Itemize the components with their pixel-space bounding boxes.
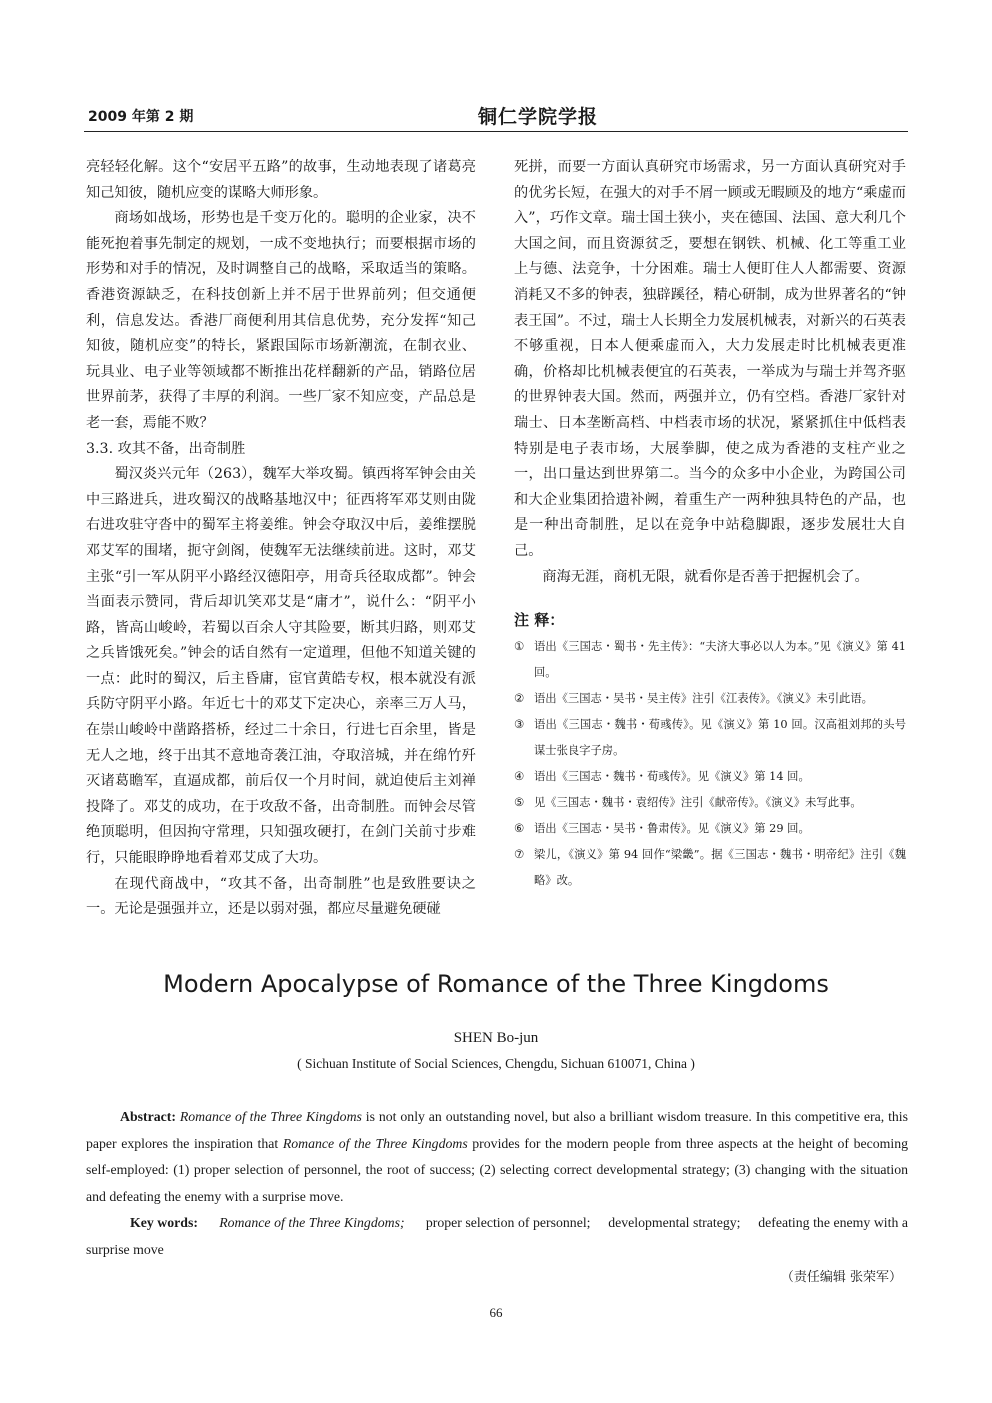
notes-heading: 注 释： xyxy=(514,611,565,630)
keywords-label: Key words: xyxy=(130,1215,198,1230)
abstract-italic: Romance of the Three Kingdoms xyxy=(179,1109,362,1124)
note-text: 梁儿，《演义》第 94 回作“梁畿”。据《三国志・魏书・明帝纪》注引《魏略》改。 xyxy=(534,848,906,888)
abstract-paragraph xyxy=(86,1104,908,1210)
note-marker: ④ xyxy=(514,770,525,784)
left-column xyxy=(86,155,476,923)
note-text: 语出《三国志・蜀书・先主传》：“夫济大事必以人为本。”见《演义》第 41 回。 xyxy=(534,640,906,680)
note-text: 语出《三国志・吴书・吴主传》注引《江表传》。《演义》未引此语。 xyxy=(534,692,873,706)
author-name: SHEN Bo-jun xyxy=(453,1030,539,1046)
abstract-text: is not only an outstanding novel, but also a brilliant wisdom treasure. In this competitive era, this paper explores the inspiration that xyxy=(86,1109,909,1151)
paragraph: 商海无涯，商机无限，就看你是否善于把握机会了。 xyxy=(542,568,869,585)
paragraph: 商场如战场，形势也是千变万化的。聪明的企业家，决不能死抱着事先制定的规划，一成不变地执行；而要根据市场的形势和对手的情况，及时调整自己的战略，采取适当的策略。香港资源缺乏，在科技创新上并不居于世界前列；但交通便利，信息发达。香港厂商便利用其信息优势，充分发挥“知己知彼，随机应变”的特长，紧跟国际市场新潮流，在制衣业、玩具业、电子业等领域都不断推出花样翻新的产品，销路位居世界前茅，获得了丰厚的利润。一些厂家不知应变，产品总是老一套，焉能不败？ xyxy=(86,210,476,431)
paragraph: 蜀汉炎兴元年（263），魏军大举攻蜀。镇西将军钟会由关中三路进兵，进攻蜀汉的战略基地汉中；征西将军邓艾则由陇右进攻驻守沓中的蜀军主将姜维。钟会夺取汉中后，姜维摆脱邓艾军的围堵，扼守剑阁，使魏军无法继续前进。这时，邓艾主张“引一军从阴平小路经汉德阳亭，用奇兵径取成都”。钟会当面表示赞同，背后却讥笑邓艾是“庸才”，说什么：“阴平小路，皆高山峻岭，若蜀以百余人守其险要，断其归路，则邓艾之兵皆饿死矣。”钟会的话自然有一定道理，但他不知道关键的一点：此时的蜀汉，后主昏庸，宦官黄皓专权，根本就没有派兵防守阴平小路。年近七十的邓艾下定决心，亲率三万人马，在崇山峻岭中凿路搭桥，经过二十余日，行进七百余里，皆是无人之地，终于出其不意地奇袭江油，夺取涪城，并在绵竹歼灭诸葛瞻军，直逼成都，前后仅一个月时间，就迫使后主刘禅投降了。邓艾的成功，在于攻敌不备，出奇制胜。而钟会尽管绝顶聪明，但因拘守常理，只知强攻硬打，在剑门关前寸步难行，只能眼睁睁地看着邓艾成了大功。 xyxy=(86,466,476,867)
paragraph: 在现代商战中，“攻其不备，出奇制胜”也是致胜要诀之一。无论是强强并立，还是以弱对强，都应尽量避免硬碰 xyxy=(86,875,476,918)
section-heading: 3.3. 攻其不备，出奇制胜 xyxy=(86,440,246,457)
note-item xyxy=(514,790,906,816)
running-header xyxy=(84,104,908,130)
keywords-text: proper selection of personnel; developmental strategy; defeating the enemy with a surprise move xyxy=(86,1215,912,1257)
note-marker: ③ xyxy=(514,718,525,732)
note-marker: ⑥ xyxy=(514,822,525,836)
note-text: 语出《三国志・魏书・荀彧传》。见《演义》第 10 回。汉高祖刘邦的头号谋士张良字子房。 xyxy=(534,718,906,758)
english-abstract xyxy=(86,1104,912,1263)
note-text: 见《三国志・魏书・袁绍传》注引《献帝传》。《演义》未写此事。 xyxy=(534,796,862,810)
abstract-text: provides for the modern people from three aspects at the height of becoming self-employed: (1) proper selection of personnel, the root of success; (2) selecting correct developmental strategy; (3) changing with the situation and defeating the enemy with a surprise move. xyxy=(86,1135,909,1204)
note-text: 语出《三国志・魏书・荀彧传》。见《演义》第 14 回。 xyxy=(534,770,810,784)
keywords-paragraph xyxy=(86,1210,912,1263)
note-item xyxy=(514,764,906,790)
abstract-label: Abstract: xyxy=(120,1109,176,1124)
note-item xyxy=(514,842,906,894)
paragraph: 亮轻轻化解。这个“安居平五路”的故事，生动地表现了诸葛亮知己知彼，随机应变的谋略大师形象。 xyxy=(86,159,476,201)
page-number: 66 xyxy=(489,1305,503,1320)
note-item xyxy=(514,634,906,686)
abstract-italic: Romance of the Three Kingdoms xyxy=(282,1135,468,1151)
note-marker: ⑦ xyxy=(514,848,525,862)
issue-label: 2009 年第 2 期 xyxy=(88,109,194,125)
note-item xyxy=(514,686,906,712)
header-rule xyxy=(84,131,908,132)
note-item xyxy=(514,712,906,764)
note-marker: ① xyxy=(514,640,525,654)
note-marker: ② xyxy=(514,692,525,706)
note-marker: ⑤ xyxy=(514,796,525,810)
journal-title: 铜仁学院学报 xyxy=(478,106,599,128)
note-text: 语出《三国志・吴书・鲁肃传》。见《演义》第 29 回。 xyxy=(534,822,810,836)
author-affiliation: ( Sichuan Institute of Social Sciences, Chengdu, Sichuan 610071, China ) xyxy=(297,1056,695,1071)
keywords-italic: Romance of the Three Kingdoms; xyxy=(219,1215,405,1230)
note-item xyxy=(514,816,906,842)
notes-list xyxy=(514,634,906,894)
right-column xyxy=(514,155,906,894)
english-title: Modern Apocalypse of Romance of the Three Kingdoms xyxy=(163,970,829,998)
editor-credit: （责任编辑 张荣军） xyxy=(780,1270,902,1285)
paragraph: 死拼，而要一方面认真研究市场需求，另一方面认真研究对手的优劣长短，在强大的对手不屑一顾或无暇顾及的地方“乘虚而入”，巧作文章。瑞士国土狭小，夹在德国、法国、意大利几个大国之间，而且资源贫乏，要想在钢铁、机械、化工等重工业上与德、法竞争，十分困难。瑞士人便盯住人人都需要、资源消耗又不多的钟表，独辟蹊径，精心研制，成为世界著名的“钟表王国”。不过，瑞士人长期全力发展机械表，对新兴的石英表不够重视，日本人便乘虚而入，大力发展走时比机械表更准确，价格却比机械表便宜的石英表，一举成为与瑞士并驾齐驱的世界钟表大国。然而，两强并立，仍有空档。香港厂家针对瑞士、日本垄断高档、中档表市场的状况，紧紧抓住中低档表特别是电子表市场，大展拳脚，使之成为香港的支柱产业之一，出口量达到世界第二。当今的众多中小企业，为跨国公司和大企业集团拾遗补阙，着重生产一两种独具特色的产品，也是一种出奇制胜，足以在竞争中站稳脚跟，逐步发展壮大自己。 xyxy=(514,159,906,559)
